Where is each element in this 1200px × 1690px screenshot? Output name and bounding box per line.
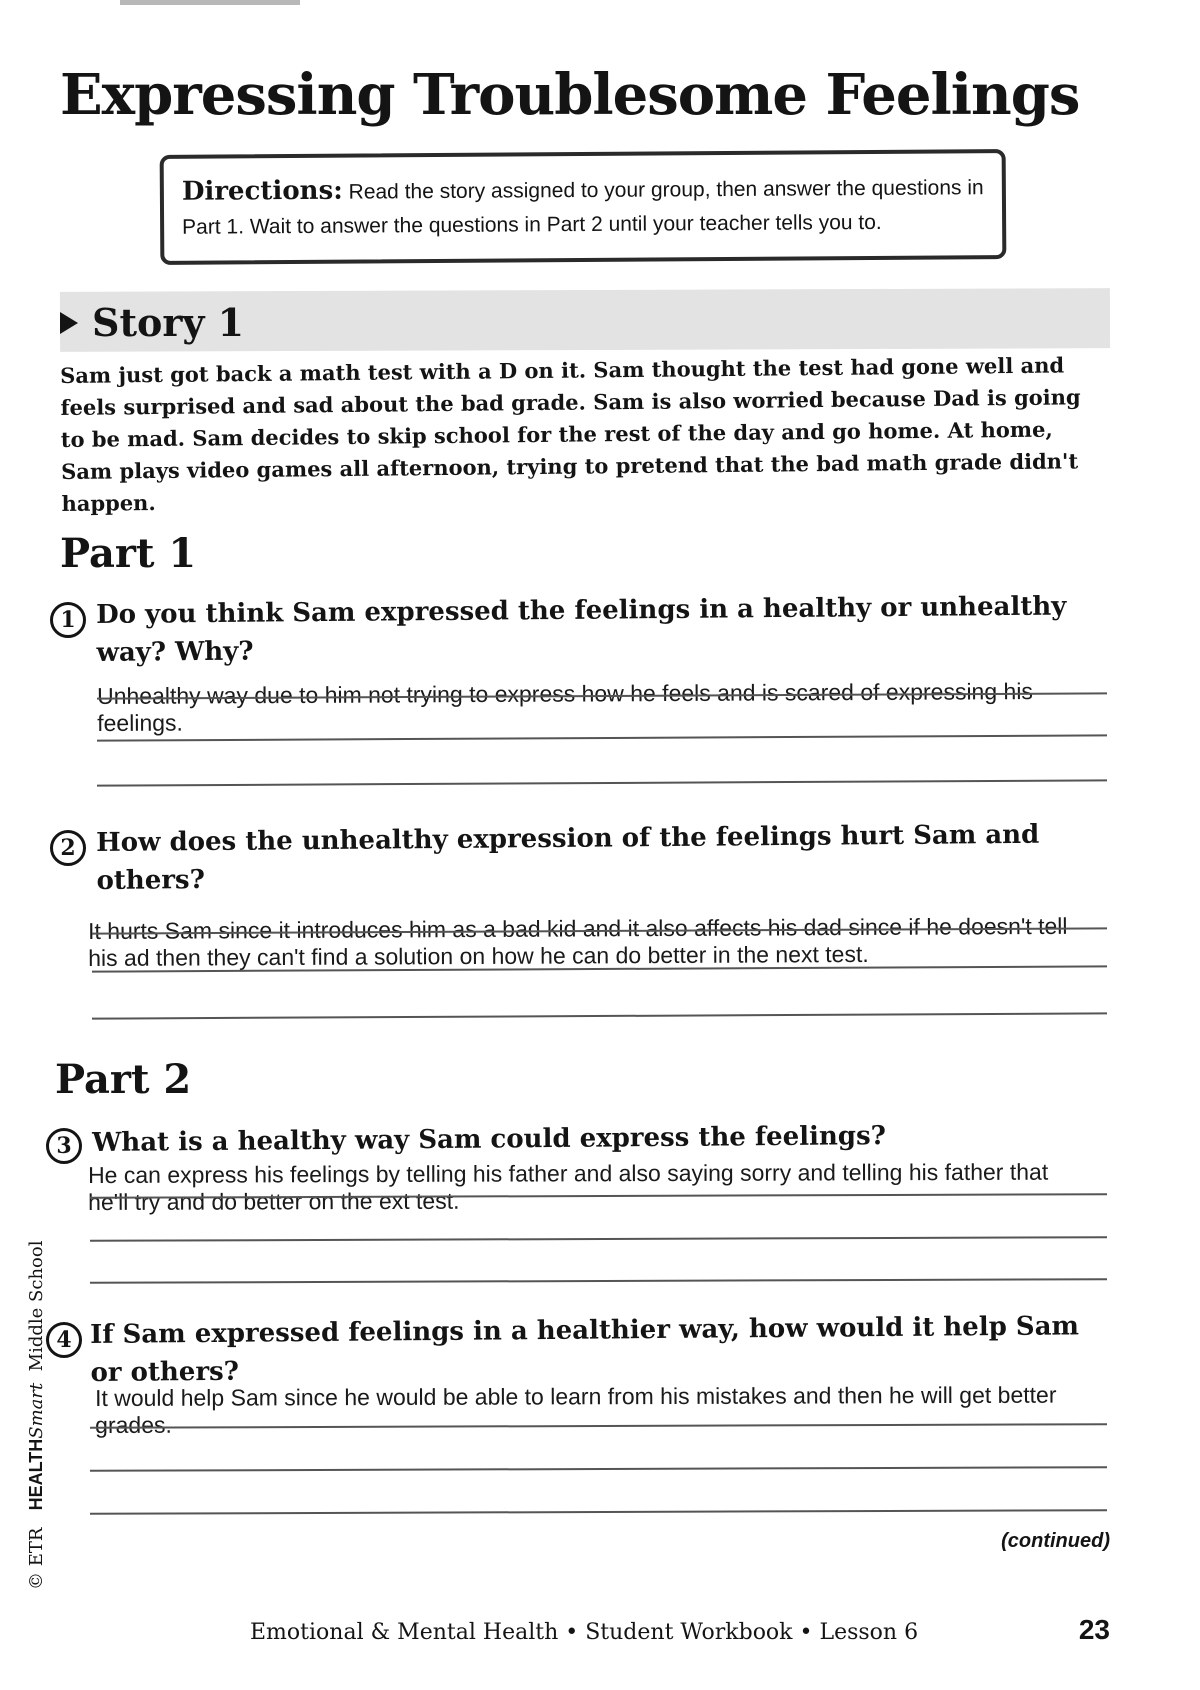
directions-box [160, 149, 1007, 265]
answer-2-text[interactable]: It hurts Sam since it introduces him as a bad kid and it also affects his dad since if he doesn't tell his ad then they can't find a solution on how he can do better in the next test. [88, 912, 1068, 971]
answer-4-line-3 [90, 1509, 1107, 1515]
question-number-4: 4 [46, 1322, 82, 1358]
question-3-text: What is a healthy way Sam could express the feelings? [92, 1121, 887, 1158]
answer-2-line-3 [92, 1012, 1107, 1019]
directions-text: Read the story assigned to your group, then answer the questions in Part 1. Wait to answer the questions in Part 2 until your teacher tells you to. [182, 176, 984, 239]
page-number: 23 [1078, 1614, 1110, 1645]
story-heading-text: Story 1 [92, 300, 245, 345]
question-4-text: If Sam expressed feelings in a healthier way, how would it help Sam or others? [90, 1311, 1080, 1388]
question-number-1: 1 [50, 602, 86, 638]
side-series: Middle School [26, 1240, 47, 1372]
question-number-3: 3 [46, 1128, 82, 1164]
story-heading [60, 300, 244, 345]
side-copyright: © ETR [26, 1527, 47, 1590]
side-brand-health: HEALTH [26, 1438, 46, 1511]
continued-note: (continued) [1001, 1530, 1110, 1552]
page-title: Expressing Troublesome Feelings [60, 62, 1080, 128]
answer-4-text[interactable]: It would help Sam since he would be able to learn from his mistakes and then he will get better grades. [95, 1381, 1057, 1438]
play-triangle-icon [60, 312, 78, 334]
footer-text: Emotional & Mental Health • Student Workbook • Lesson 6 [250, 1620, 919, 1645]
side-credit [26, 1241, 47, 1591]
answer-3-line-3 [90, 1278, 1107, 1284]
part-2-heading: Part 2 [55, 1056, 192, 1103]
side-brand-smart: Smart [26, 1382, 47, 1439]
directions-label: Directions: [181, 175, 343, 207]
answer-1-line-3 [97, 779, 1107, 786]
part-1-heading: Part 1 [60, 530, 197, 577]
question-1-text: Do you think Sam expressed the feelings in a healthy or unhealthy way? Why? [96, 591, 1067, 668]
answer-3-text[interactable]: He can express his feelings by telling his father and also saying sorry and telling his father that he'll try and do better on the ext test. [88, 1158, 1049, 1215]
answer-3-line-2 [90, 1236, 1107, 1242]
answer-4-line-2 [90, 1466, 1107, 1472]
question-2-text: How does the unhealthy expression of the feelings hurt Sam and others? [96, 819, 1040, 896]
story-text: Sam just got back a math test with a D on it. Sam thought the test had gone well and feels surprised and sad about the bad grade. Sam is also worried because Dad is going to be mad. Sam decides to skip school for the rest of the day and go home. At home, Sam plays video games all afternoon, trying to pretend that the bad math grade didn't happen. [60, 352, 1081, 516]
scan-edge-mark [120, 0, 300, 5]
question-number-2: 2 [50, 830, 86, 866]
answer-1-text[interactable]: Unhealthy way due to him not trying to express how he feels and is scared of expressing his feelings. [97, 678, 1033, 736]
